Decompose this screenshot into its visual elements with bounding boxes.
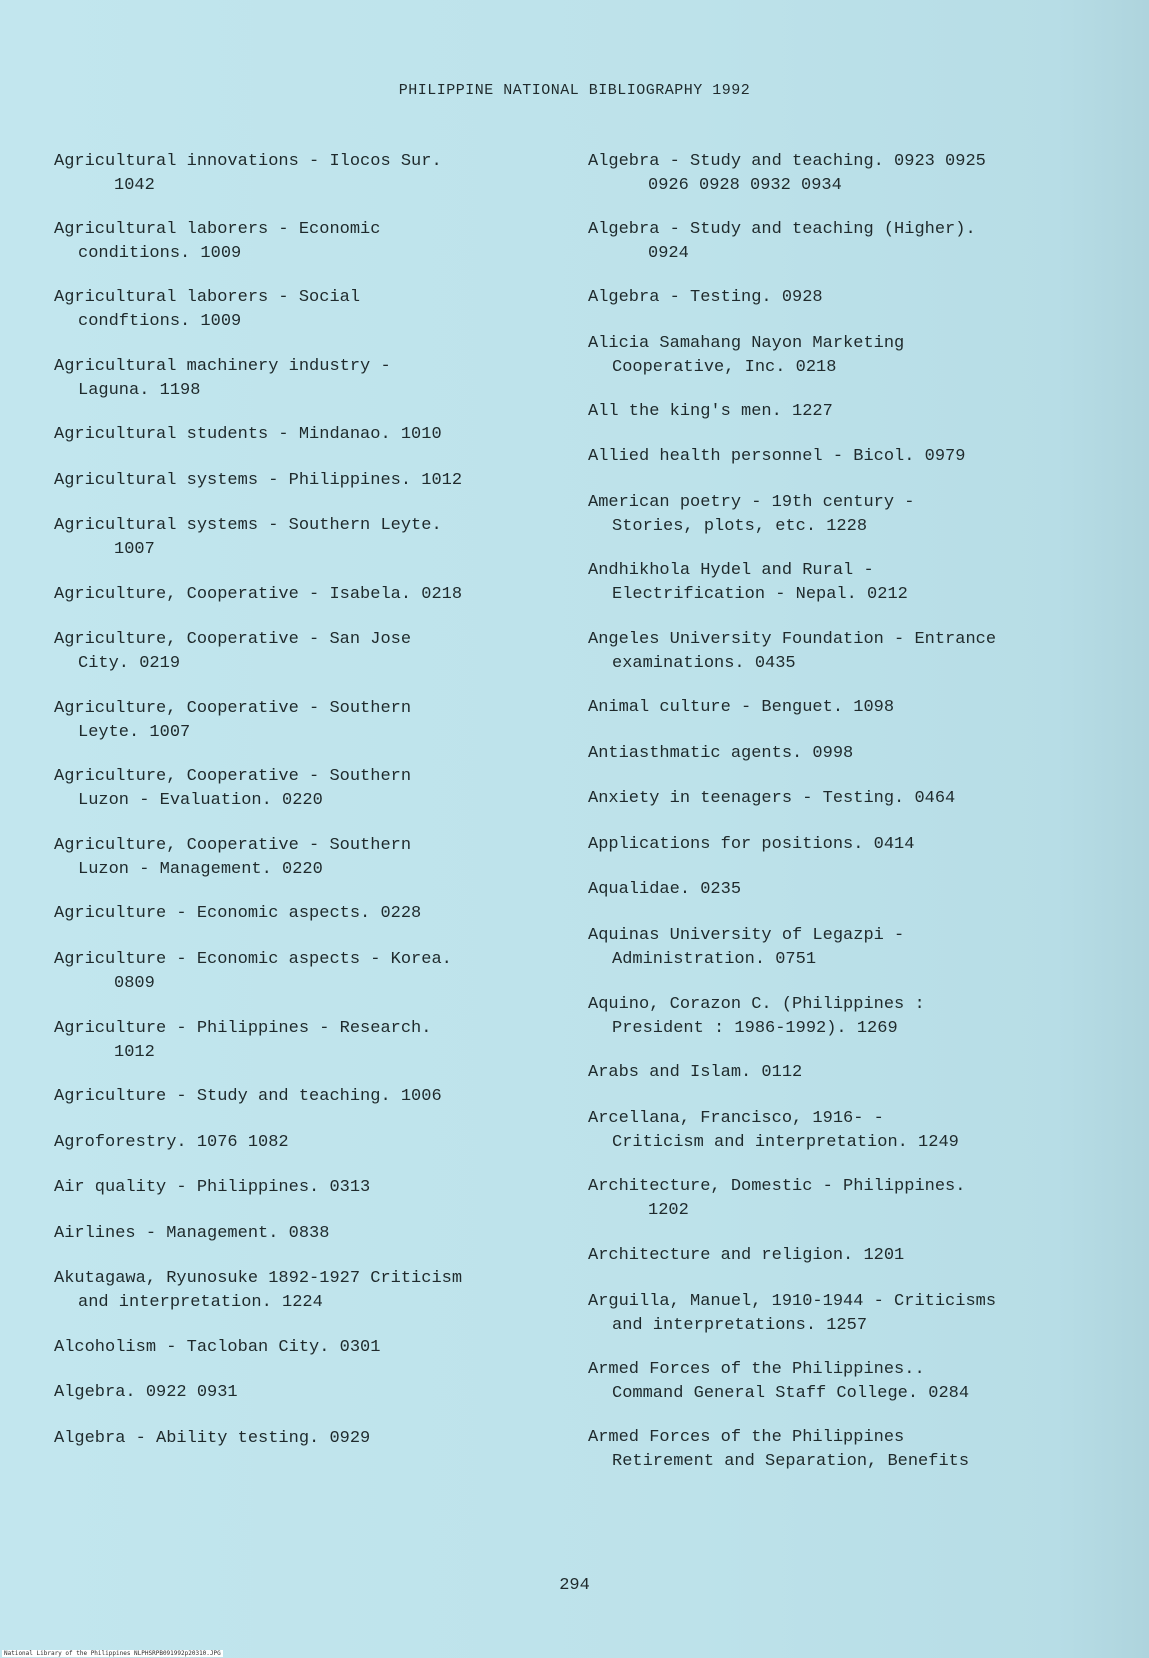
entry-continuation: 0926 0928 0932 0934 [648, 176, 842, 195]
entry-heading: Arcellana, Francisco, 1916- - [588, 1109, 884, 1128]
entry-heading: Antiasthmatic agents. 0998 [588, 744, 854, 763]
entry-heading: Architecture and religion. 1201 [588, 1246, 905, 1265]
entry-heading: Andhikhola Hydel and Rural - [588, 561, 874, 580]
entry-heading: Armed Forces of the Philippines [588, 1428, 905, 1447]
entry-heading: Agricultural systems - Philippines. 1012 [54, 471, 463, 490]
entry-heading: Alcoholism - Tacloban City. 0301 [54, 1338, 381, 1357]
entry-heading: Agroforestry. 1076 1082 [54, 1133, 289, 1152]
index-entry [588, 696, 894, 720]
index-entry [588, 1358, 969, 1406]
entry-heading: Agriculture, Cooperative - San Jose [54, 630, 412, 649]
entry-continuation: conditions. 1009 [78, 244, 242, 263]
index-entry [588, 1290, 996, 1338]
index-entry [588, 878, 741, 902]
entry-heading: Agricultural machinery industry - [54, 357, 391, 376]
entry-heading: Arabs and Islam. 0112 [588, 1063, 803, 1082]
entry-heading: Aquinas University of Legazpi - [588, 926, 905, 945]
entry-heading: Alicia Samahang Nayon Marketing [588, 334, 905, 353]
entry-continuation: Laguna. 1198 [78, 381, 201, 400]
entry-heading: Agricultural systems - Southern Leyte. [54, 516, 442, 535]
index-entry [54, 1085, 442, 1109]
index-entry [54, 1336, 380, 1360]
entry-heading: Agriculture, Cooperative - Southern [54, 699, 412, 718]
entry-heading: American poetry - 19th century - [588, 493, 915, 512]
entry-continuation: examinations. 0435 [612, 654, 796, 673]
entry-heading: Akutagawa, Ryunosuke 1892-1927 Criticism [54, 1269, 463, 1288]
index-entry [54, 469, 462, 493]
entry-heading: Airlines - Management. 0838 [54, 1224, 330, 1243]
entry-heading: Agriculture, Cooperative - Southern [54, 836, 412, 855]
entry-heading: Agriculture - Study and teaching. 1006 [54, 1087, 442, 1106]
entry-continuation: Leyte. 1007 [78, 723, 191, 742]
entry-heading: Air quality - Philippines. 0313 [54, 1178, 371, 1197]
index-entry [588, 332, 904, 380]
index-entry [54, 423, 442, 447]
index-entry [588, 628, 996, 676]
index-entry [54, 150, 442, 198]
index-entry [588, 1107, 959, 1155]
entry-continuation: 1007 [114, 540, 155, 559]
entry-heading: Algebra - Study and teaching. 0923 0925 [588, 152, 986, 171]
entry-heading: Algebra. 0922 0931 [54, 1383, 238, 1402]
index-entry [588, 1061, 802, 1085]
entry-continuation: 1042 [114, 176, 155, 195]
entry-continuation: City. 0219 [78, 654, 181, 673]
entry-continuation: Command General Staff College. 0284 [612, 1384, 970, 1403]
entry-continuation: Electrification - Nepal. 0212 [612, 585, 908, 604]
entry-heading: Armed Forces of the Philippines.. [588, 1360, 925, 1379]
index-entry [588, 445, 965, 469]
entry-heading: Allied health personnel - Bicol. 0979 [588, 447, 966, 466]
entry-continuation: 0809 [114, 974, 155, 993]
entry-continuation: and interpretation. 1224 [78, 1293, 323, 1312]
entry-heading: Agricultural laborers - Economic [54, 220, 381, 239]
index-entry [588, 491, 914, 539]
index-entry [54, 1017, 431, 1065]
scan-footer: National Library of the Philippines NLPHSRPB091992p20310.JPG [4, 1650, 221, 1657]
entry-heading: Arguilla, Manuel, 1910-1944 - Criticisms [588, 1292, 997, 1311]
entry-continuation: 1012 [114, 1043, 155, 1062]
entry-continuation: Administration. 0751 [612, 950, 817, 969]
page-title: PHILIPPINE NATIONAL BIBLIOGRAPHY 1992 [398, 82, 751, 99]
entry-heading: Agricultural students - Mindanao. 1010 [54, 425, 442, 444]
entry-continuation: President : 1986-1992). 1269 [612, 1019, 898, 1038]
page-number: 294 [559, 1576, 590, 1595]
index-entry [588, 1175, 965, 1223]
entry-heading: Aqualidae. 0235 [588, 880, 742, 899]
index-entry [54, 834, 411, 882]
entry-continuation: condftions. 1009 [78, 312, 242, 331]
index-entry [54, 583, 462, 607]
entry-heading: Algebra - Ability testing. 0929 [54, 1429, 371, 1448]
entry-continuation: Luzon - Management. 0220 [78, 860, 323, 879]
entry-heading: Algebra - Testing. 0928 [588, 288, 823, 307]
index-entry [54, 628, 411, 676]
entry-continuation: Luzon - Evaluation. 0220 [78, 791, 323, 810]
index-entry [588, 286, 823, 310]
entry-continuation: Criticism and interpretation. 1249 [612, 1133, 959, 1152]
entry-heading: Agriculture, Cooperative - Southern [54, 767, 412, 786]
entry-heading: Agriculture, Cooperative - Isabela. 0218 [54, 585, 463, 604]
index-entry [588, 150, 986, 198]
entry-continuation: 0924 [648, 244, 689, 263]
entry-continuation: Retirement and Separation, Benefits [612, 1452, 970, 1471]
entry-continuation: Cooperative, Inc. 0218 [612, 358, 837, 377]
index-entry [54, 1176, 370, 1200]
index-entry [54, 1222, 329, 1246]
entry-heading: Architecture, Domestic - Philippines. [588, 1177, 966, 1196]
entry-heading: Animal culture - Benguet. 1098 [588, 698, 895, 717]
index-entry [54, 1131, 289, 1155]
entry-heading: Anxiety in teenagers - Testing. 0464 [588, 789, 956, 808]
index-entry [588, 1244, 904, 1268]
index-entry [54, 697, 411, 745]
index-entry [54, 1381, 238, 1405]
index-entry [54, 1267, 462, 1315]
index-entry [588, 833, 914, 857]
index-entry [588, 559, 908, 607]
index-entry [588, 924, 904, 972]
index-entry [588, 400, 833, 424]
index-entry [54, 218, 380, 266]
entry-heading: Agricultural laborers - Social [54, 288, 361, 307]
entry-heading: Algebra - Study and teaching (Higher). [588, 220, 976, 239]
entry-heading: Agricultural innovations - Ilocos Sur. [54, 152, 442, 171]
entry-heading: Aquino, Corazon C. (Philippines : [588, 995, 925, 1014]
index-entry [54, 286, 360, 334]
entry-heading: Agriculture - Philippines - Research. [54, 1019, 432, 1038]
entry-heading: Angeles University Foundation - Entrance [588, 630, 997, 649]
entry-heading: Agriculture - Economic aspects - Korea. [54, 950, 452, 969]
entry-heading: All the king's men. 1227 [588, 402, 833, 421]
index-entry [54, 1427, 370, 1451]
index-entry [54, 514, 442, 562]
index-entry [588, 787, 955, 811]
entry-continuation: Stories, plots, etc. 1228 [612, 517, 868, 536]
entry-heading: Applications for positions. 0414 [588, 835, 915, 854]
index-entry [54, 948, 452, 996]
index-entry [588, 993, 925, 1041]
index-entry [54, 902, 421, 926]
index-entry [588, 742, 853, 766]
entry-heading: Agriculture - Economic aspects. 0228 [54, 904, 422, 923]
entry-continuation: 1202 [648, 1201, 689, 1220]
index-entry [54, 355, 391, 403]
index-entry [588, 218, 976, 266]
index-entry [588, 1426, 969, 1474]
index-entry [54, 765, 411, 813]
entry-continuation: and interpretations. 1257 [612, 1316, 868, 1335]
